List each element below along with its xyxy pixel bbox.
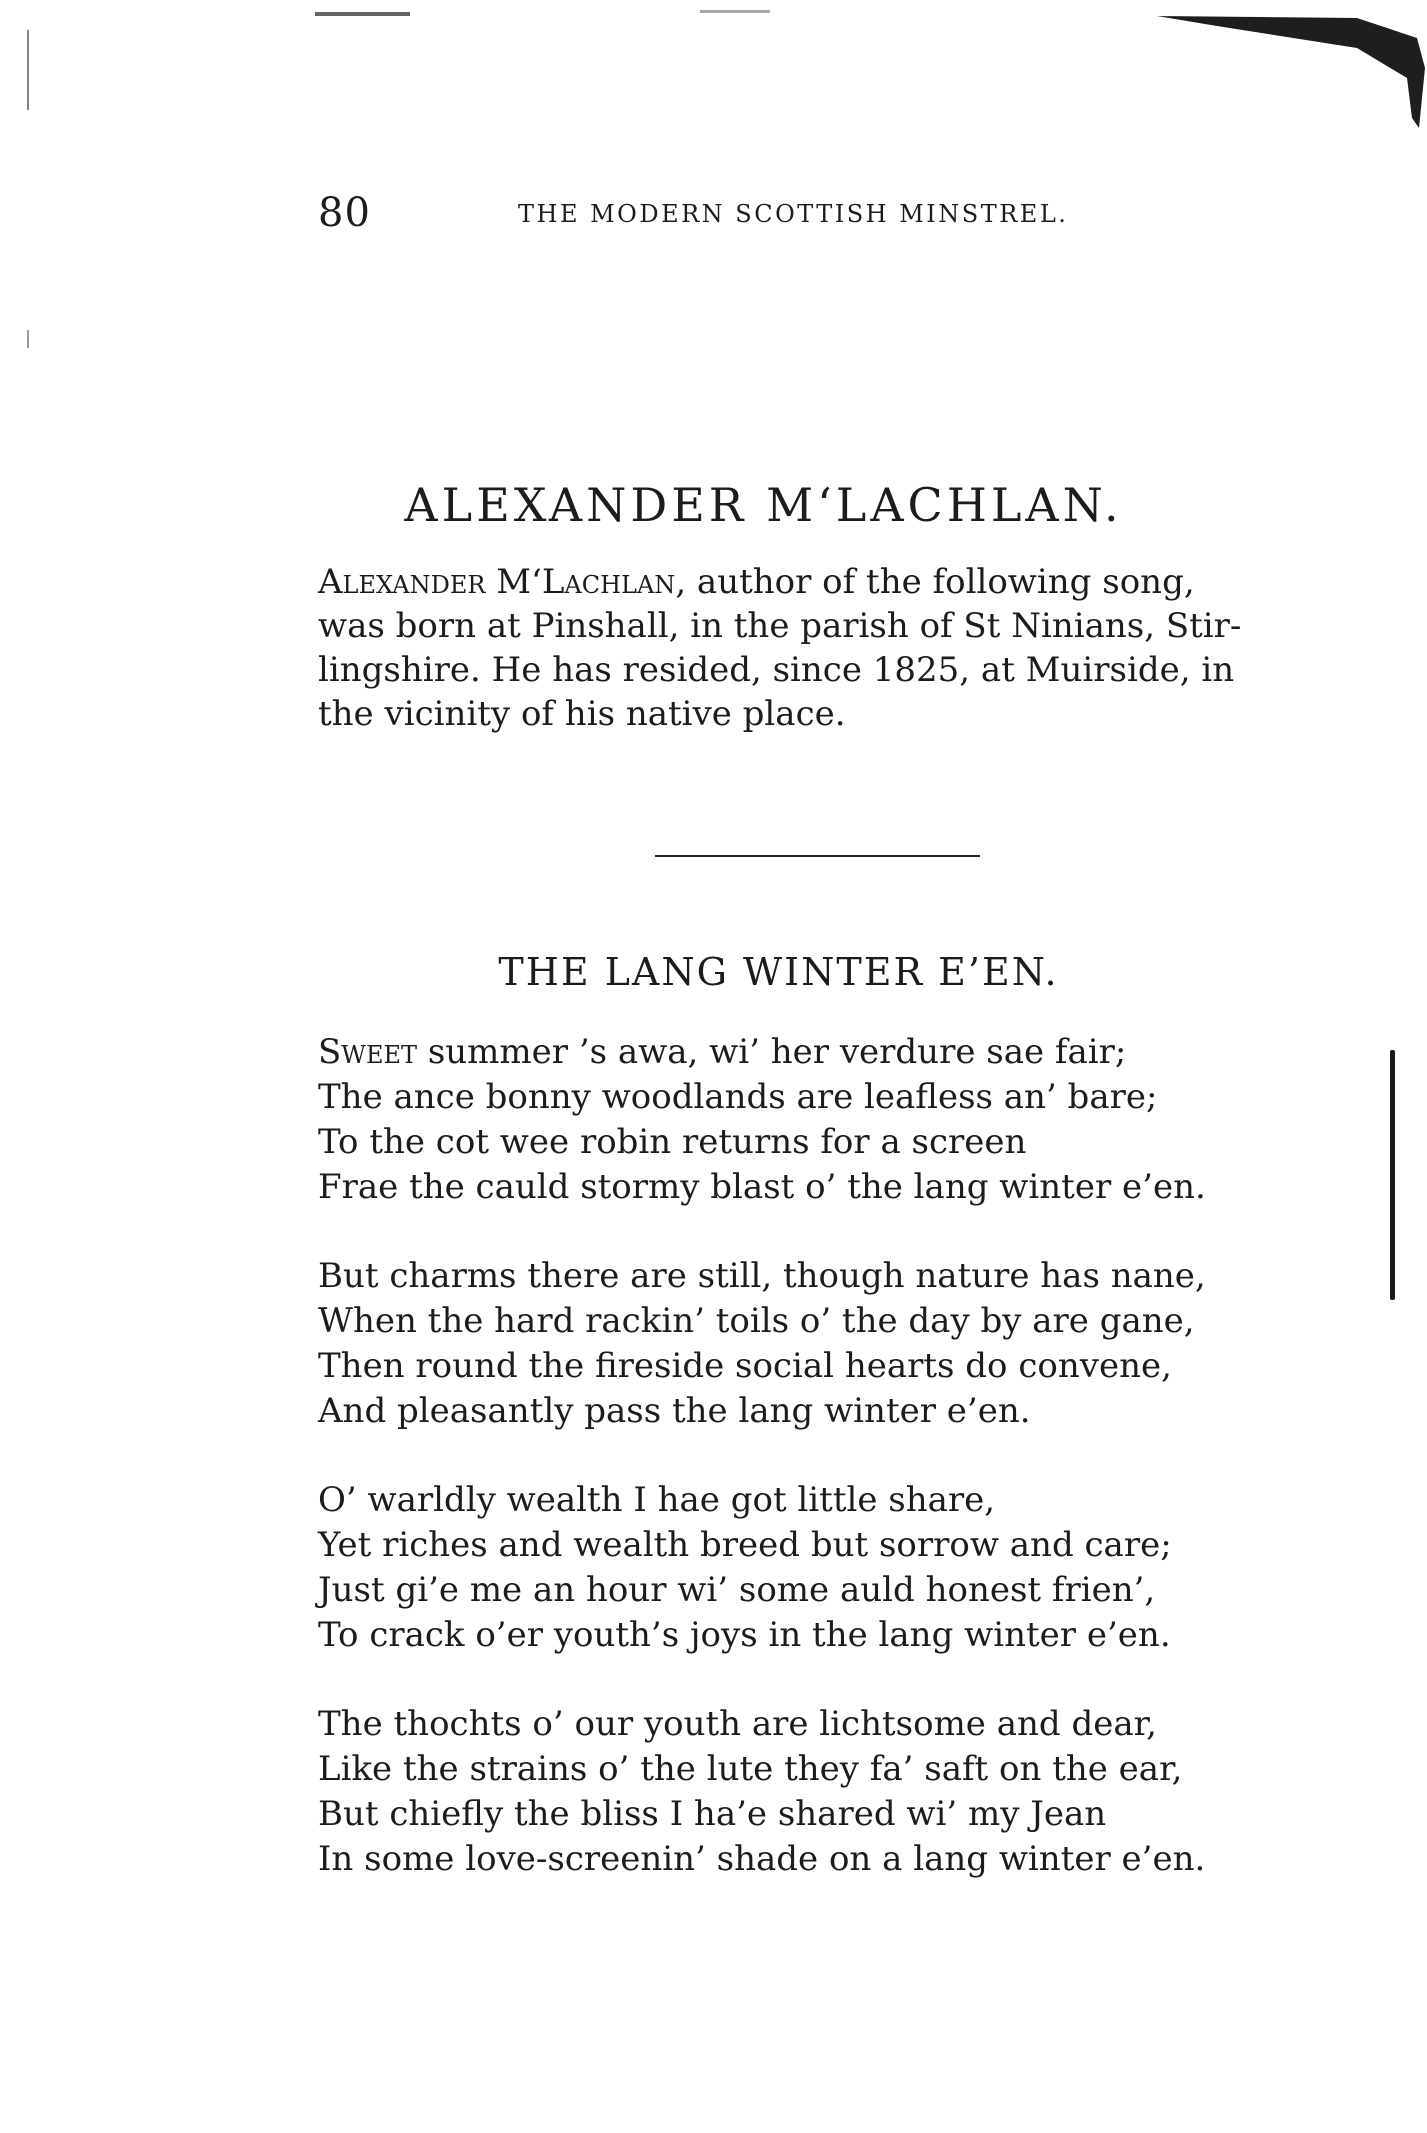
stanza-2 (318, 1254, 1318, 1434)
verse-line: The thochts o’ our youth are lichtsome and dear, (318, 1704, 1157, 1744)
verse-line: But charms there are still, though nature has nane, (318, 1256, 1206, 1296)
bio-line: Alexander M‘Lachlan, author of the following song, (318, 562, 1195, 602)
running-title: THE MODERN SCOTTISH MINSTREL. (518, 200, 1069, 228)
bio-line: the vicinity of his native place. (318, 694, 846, 734)
left-edge-mark-small (27, 330, 29, 348)
verse-line: Like the strains o’ the lute they fa’ saft on the ear, (318, 1749, 1183, 1789)
author-biography (318, 560, 1308, 736)
page-corner-shadow (1157, 8, 1427, 128)
verse-line: But chiefly the bliss I ha’e shared wi’ my Jean (318, 1794, 1107, 1834)
author-heading: ALEXANDER M‘LACHLAN. (404, 478, 1123, 532)
verse-line: In some love-screenin’ shade on a lang winter e’en. (318, 1839, 1206, 1879)
opening-word-small-caps: Sweet (318, 1032, 418, 1072)
stanza-4 (318, 1702, 1318, 1882)
verse-line: O’ warldly wealth I hae got little share, (318, 1480, 996, 1520)
poem-body (318, 1030, 1318, 1926)
right-edge-bar (1390, 1050, 1395, 1300)
verse-line: When the hard rackin’ toils o’ the day by are gane, (318, 1301, 1195, 1341)
verse-line: Yet riches and wealth breed but sorrow and care; (318, 1525, 1172, 1565)
verse-line: Just gi’e me an hour wi’ some auld honest frien’, (318, 1570, 1156, 1610)
verse-line: Frae the cauld stormy blast o’ the lang winter e’en. (318, 1167, 1206, 1207)
verse-line: Then round the fireside social hearts do convene, (318, 1346, 1172, 1386)
section-divider (655, 855, 980, 857)
page-number: 80 (318, 190, 371, 236)
scan-mark-top-center (700, 10, 770, 13)
verse-line: To crack o’er youth’s joys in the lang winter e’en. (318, 1615, 1171, 1655)
verse-line: To the cot wee robin returns for a screen (318, 1122, 1027, 1162)
poem-title: THE LANG WINTER E’EN. (498, 950, 1059, 994)
bio-line: lingshire. He has resided, since 1825, at Muirside, in (318, 650, 1235, 690)
running-head (318, 190, 1138, 250)
verse-line: The ance bonny woodlands are leafless an’ bare; (318, 1077, 1158, 1117)
scan-mark-top-left (315, 12, 410, 16)
author-name-small-caps: Alexander M‘Lachlan (318, 562, 676, 602)
bio-line: was born at Pinshall, in the parish of St Ninians, Stir- (318, 606, 1242, 646)
left-edge-mark (27, 30, 29, 110)
stanza-1 (318, 1030, 1318, 1210)
stanza-3 (318, 1478, 1318, 1658)
verse-line: Sweet summer ’s awa, wi’ her verdure sae fair; (318, 1032, 1127, 1072)
verse-line: And pleasantly pass the lang winter e’en. (318, 1391, 1031, 1431)
